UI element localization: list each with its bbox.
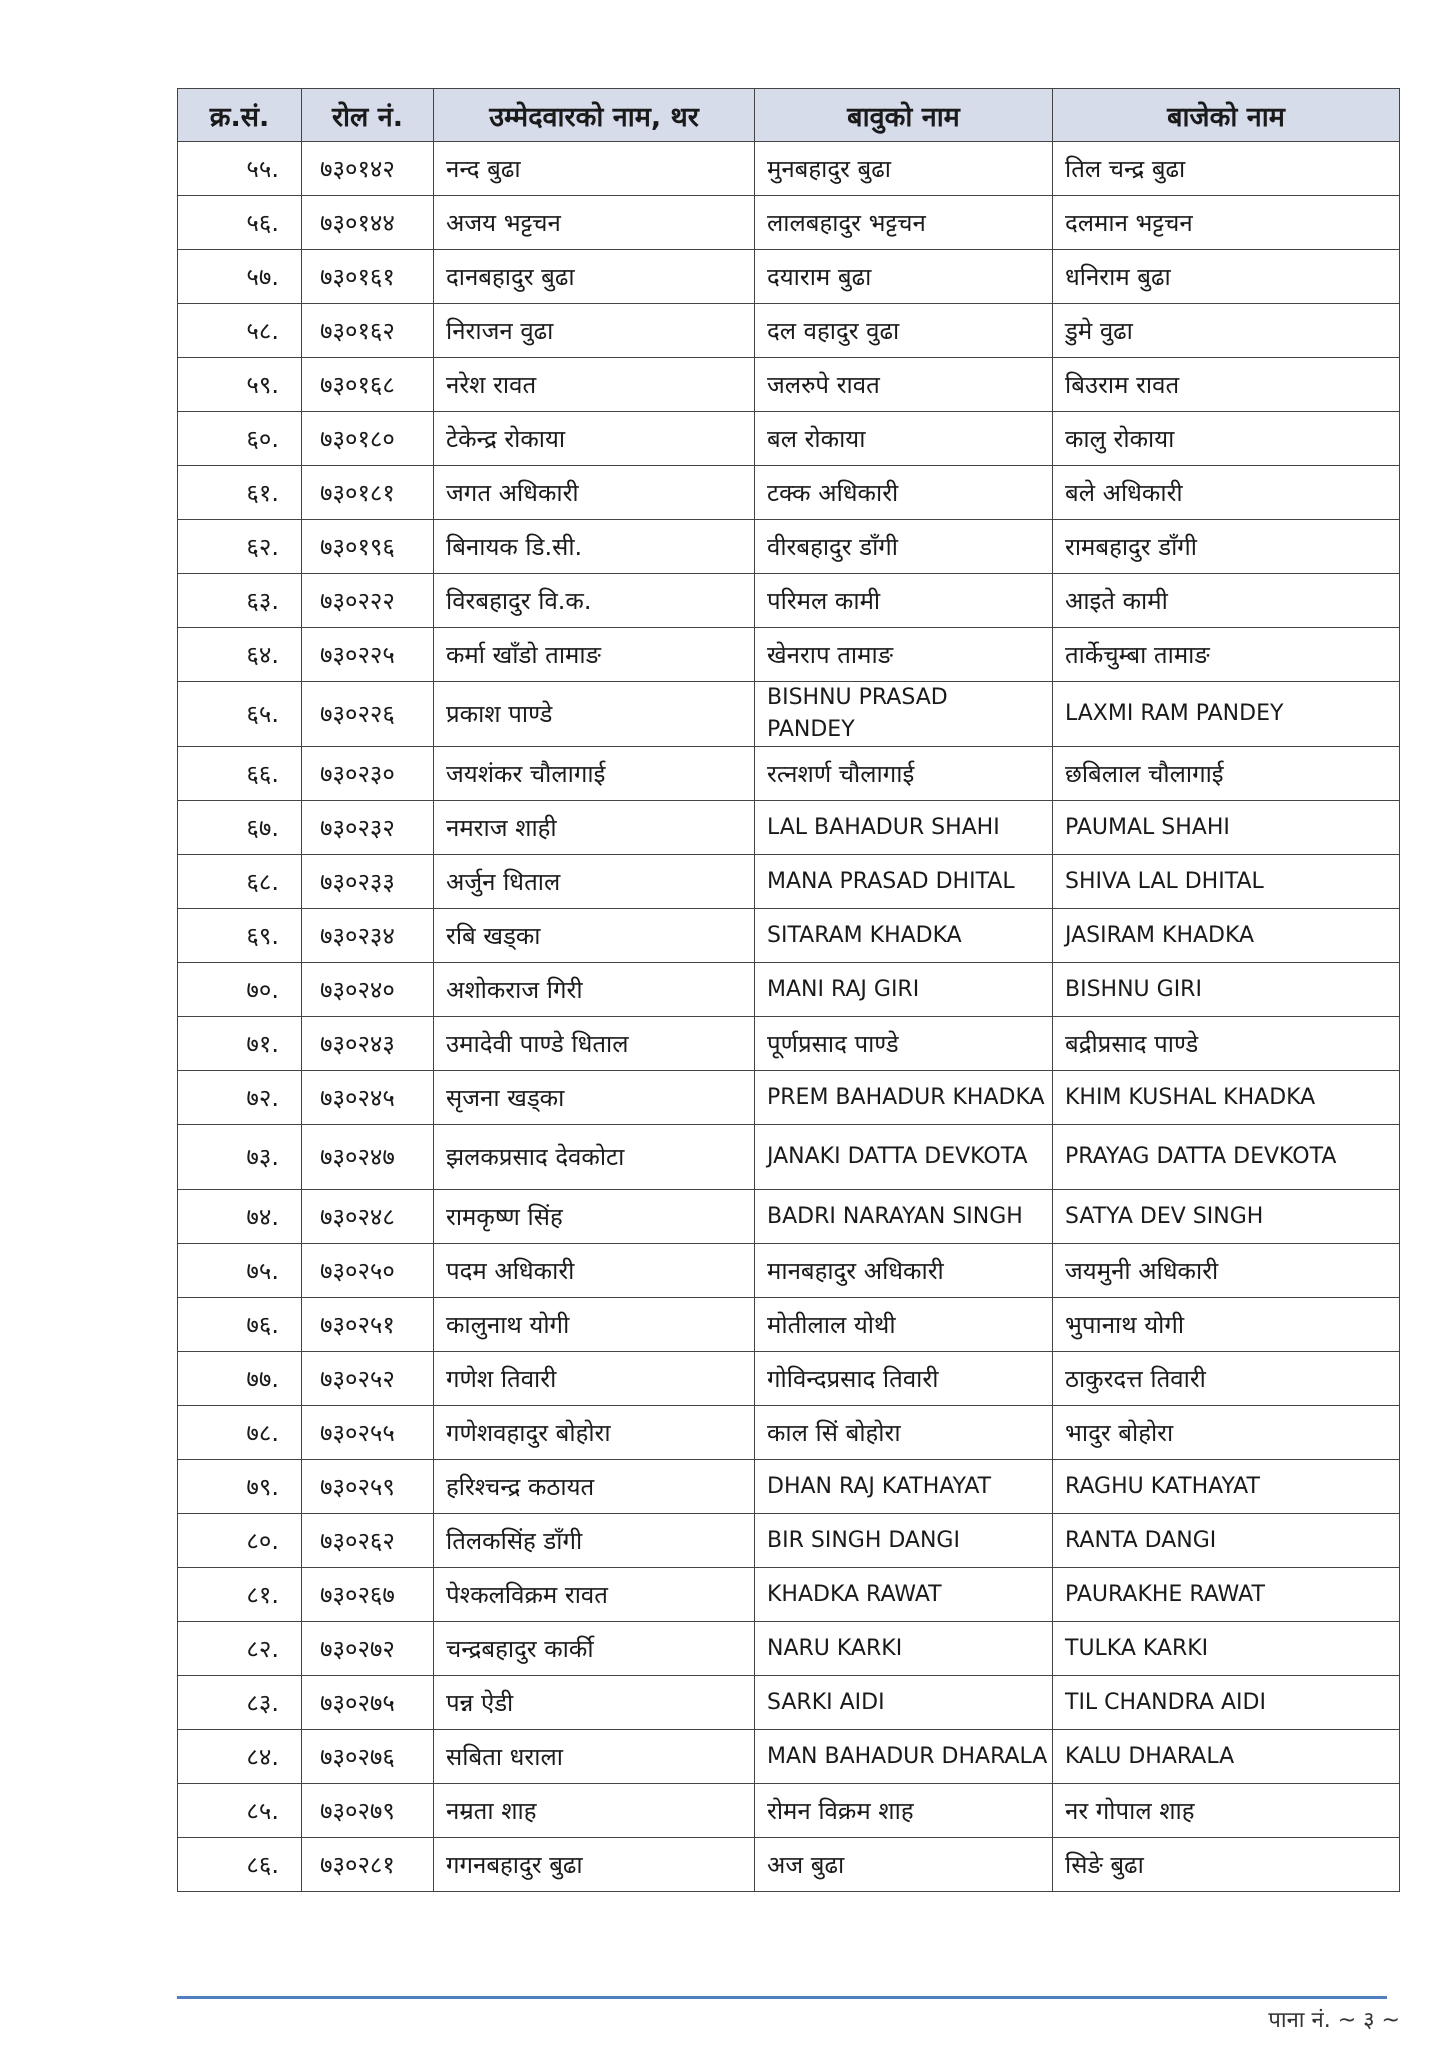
roll-number-cell: ७३०२२६ — [302, 682, 434, 747]
grandfather-name-cell: LAXMI RAM PANDEY — [1053, 682, 1400, 747]
grandfather-name-cell: जयमुनी अधिकारी — [1053, 1244, 1400, 1298]
grandfather-name-cell: ठाकुरदत्त तिवारी — [1053, 1352, 1400, 1406]
table-row — [178, 1125, 1400, 1190]
father-name-cell: LAL BAHADUR SHAHI — [755, 801, 1053, 855]
candidate-name-cell: नरेश रावत — [434, 358, 755, 412]
candidate-name-cell: दानबहादुर बुढा — [434, 250, 755, 304]
table-row — [178, 520, 1400, 574]
serial-number-cell: ८०. — [178, 1514, 302, 1568]
grandfather-name-cell: कालु रोकाया — [1053, 412, 1400, 466]
father-name-cell: दयाराम बुढा — [755, 250, 1053, 304]
candidate-name-cell: रबि खड्का — [434, 909, 755, 963]
father-name-cell: गोविन्दप्रसाद तिवारी — [755, 1352, 1053, 1406]
father-name-cell: रोमन विक्रम शाह — [755, 1784, 1053, 1838]
candidate-name-cell: गणेशवहादुर बोहोरा — [434, 1406, 755, 1460]
table-row — [178, 574, 1400, 628]
roll-number-cell: ७३०२७६ — [302, 1730, 434, 1784]
father-name-cell: रत्नशर्ण चौलागाई — [755, 747, 1053, 801]
father-name-cell: NARU KARKI — [755, 1622, 1053, 1676]
candidate-name-cell: बिनायक डि.सी. — [434, 520, 755, 574]
roll-number-cell: ७३०१४२ — [302, 142, 434, 196]
table-row — [178, 1784, 1400, 1838]
table-row — [178, 142, 1400, 196]
header-father-name: बावुको नाम — [755, 89, 1053, 142]
table-row — [178, 1352, 1400, 1406]
table-row — [178, 412, 1400, 466]
roll-number-cell: ७३०२७५ — [302, 1676, 434, 1730]
candidate-name-cell: पन्न ऐडी — [434, 1676, 755, 1730]
page-number: पाना नं. ~ ३ ~ — [1268, 2008, 1400, 2033]
serial-number-cell: ८१. — [178, 1568, 302, 1622]
roll-number-cell: ७३०२७२ — [302, 1622, 434, 1676]
serial-number-cell: ७४. — [178, 1190, 302, 1244]
header-roll-number: रोल नं. — [302, 89, 434, 142]
father-name-cell: काल सिं बोहोरा — [755, 1406, 1053, 1460]
roll-number-cell: ७३०२५२ — [302, 1352, 434, 1406]
serial-number-cell: ७६. — [178, 1298, 302, 1352]
father-name-cell: MAN BAHADUR DHARALA — [755, 1730, 1053, 1784]
table-row — [178, 466, 1400, 520]
serial-number-cell: ६१. — [178, 466, 302, 520]
candidate-name-cell: पदम अधिकारी — [434, 1244, 755, 1298]
grandfather-name-cell: RANTA DANGI — [1053, 1514, 1400, 1568]
table-header-row — [178, 89, 1400, 142]
serial-number-cell: ५९. — [178, 358, 302, 412]
roll-number-cell: ७३०२२५ — [302, 628, 434, 682]
serial-number-cell: ७९. — [178, 1460, 302, 1514]
table-row — [178, 1838, 1400, 1892]
serial-number-cell: ६८. — [178, 855, 302, 909]
candidate-name-cell: जयशंकर चौलागाई — [434, 747, 755, 801]
candidate-name-cell: अर्जुन धिताल — [434, 855, 755, 909]
grandfather-name-cell: डुमे वुढा — [1053, 304, 1400, 358]
father-name-cell: MANA PRASAD DHITAL — [755, 855, 1053, 909]
table-row — [178, 1622, 1400, 1676]
candidate-list-table — [177, 88, 1400, 1892]
serial-number-cell: ६९. — [178, 909, 302, 963]
table-row — [178, 855, 1400, 909]
table-row — [178, 963, 1400, 1017]
roll-number-cell: ७३०२५० — [302, 1244, 434, 1298]
father-name-cell: टक्क अधिकारी — [755, 466, 1053, 520]
roll-number-cell: ७३०१९६ — [302, 520, 434, 574]
candidate-name-cell: निराजन वुढा — [434, 304, 755, 358]
father-name-cell: DHAN RAJ KATHAYAT — [755, 1460, 1053, 1514]
candidate-name-cell: हरिश्चन्द्र कठायत — [434, 1460, 755, 1514]
serial-number-cell: ७७. — [178, 1352, 302, 1406]
roll-number-cell: ७३०२६७ — [302, 1568, 434, 1622]
roll-number-cell: ७३०१६८ — [302, 358, 434, 412]
serial-number-cell: ८६. — [178, 1838, 302, 1892]
roll-number-cell: ७३०१८० — [302, 412, 434, 466]
roll-number-cell: ७३०२६२ — [302, 1514, 434, 1568]
candidate-name-cell: रामकृष्ण सिंह — [434, 1190, 755, 1244]
father-name-cell: मानबहादुर अधिकारी — [755, 1244, 1053, 1298]
father-name-cell: PREM BAHADUR KHADKA — [755, 1071, 1053, 1125]
table-row — [178, 196, 1400, 250]
candidate-name-cell: सृजना खड्का — [434, 1071, 755, 1125]
table-row — [178, 1017, 1400, 1071]
roll-number-cell: ७३०२४३ — [302, 1017, 434, 1071]
candidate-name-cell: पेश्कलविक्रम रावत — [434, 1568, 755, 1622]
grandfather-name-cell: TIL CHANDRA AIDI — [1053, 1676, 1400, 1730]
roll-number-cell: ७३०२२२ — [302, 574, 434, 628]
candidate-name-cell: झलकप्रसाद देवकोटा — [434, 1125, 755, 1190]
candidate-name-cell: गगनबहादुर बुढा — [434, 1838, 755, 1892]
serial-number-cell: ५८. — [178, 304, 302, 358]
father-name-cell: BIR SINGH DANGI — [755, 1514, 1053, 1568]
serial-number-cell: ६६. — [178, 747, 302, 801]
candidate-name-cell: अशोकराज गिरी — [434, 963, 755, 1017]
candidate-name-cell: जगत अधिकारी — [434, 466, 755, 520]
roll-number-cell: ७३०२५५ — [302, 1406, 434, 1460]
candidate-name-cell: गणेश तिवारी — [434, 1352, 755, 1406]
grandfather-name-cell: SHIVA LAL DHITAL — [1053, 855, 1400, 909]
father-name-cell: बल रोकाया — [755, 412, 1053, 466]
header-grandfather-name: बाजेको नाम — [1053, 89, 1400, 142]
father-name-cell: पूर्णप्रसाद पाण्डे — [755, 1017, 1053, 1071]
serial-number-cell: ५६. — [178, 196, 302, 250]
table-row — [178, 1568, 1400, 1622]
table-row — [178, 250, 1400, 304]
father-name-cell: दल वहादुर वुढा — [755, 304, 1053, 358]
serial-number-cell: ६५. — [178, 682, 302, 747]
candidate-name-cell: उमादेवी पाण्डे धिताल — [434, 1017, 755, 1071]
table-row — [178, 909, 1400, 963]
serial-number-cell: ७८. — [178, 1406, 302, 1460]
roll-number-cell: ७३०२४५ — [302, 1071, 434, 1125]
table-row — [178, 1730, 1400, 1784]
roll-number-cell: ७३०१४४ — [302, 196, 434, 250]
candidate-name-cell: तिलकसिंह डाँगी — [434, 1514, 755, 1568]
table-row — [178, 1071, 1400, 1125]
serial-number-cell: ७१. — [178, 1017, 302, 1071]
grandfather-name-cell: बले अधिकारी — [1053, 466, 1400, 520]
header-serial-number: क्र.सं. — [178, 89, 302, 142]
candidate-name-cell: कालुनाथ योगी — [434, 1298, 755, 1352]
father-name-cell: परिमल कामी — [755, 574, 1053, 628]
serial-number-cell: ६७. — [178, 801, 302, 855]
table-row — [178, 1406, 1400, 1460]
grandfather-name-cell: BISHNU GIRI — [1053, 963, 1400, 1017]
table-row — [178, 1514, 1400, 1568]
grandfather-name-cell: आइते कामी — [1053, 574, 1400, 628]
father-name-cell: मुनबहादुर बुढा — [755, 142, 1053, 196]
father-name-cell: SITARAM KHADKA — [755, 909, 1053, 963]
serial-number-cell: ५७. — [178, 250, 302, 304]
table-row — [178, 801, 1400, 855]
grandfather-name-cell: सिङे बुढा — [1053, 1838, 1400, 1892]
father-name-cell: लालबहादुर भट्टचन — [755, 196, 1053, 250]
roll-number-cell: ७३०२३३ — [302, 855, 434, 909]
candidate-name-cell: प्रकाश पाण्डे — [434, 682, 755, 747]
father-name-cell: KHADKA RAWAT — [755, 1568, 1053, 1622]
roll-number-cell: ७३०२४० — [302, 963, 434, 1017]
roll-number-cell: ७३०२५९ — [302, 1460, 434, 1514]
father-name-cell: SARKI AIDI — [755, 1676, 1053, 1730]
grandfather-name-cell: KALU DHARALA — [1053, 1730, 1400, 1784]
roll-number-cell: ७३०२३० — [302, 747, 434, 801]
table-row — [178, 358, 1400, 412]
roll-number-cell: ७३०२५१ — [302, 1298, 434, 1352]
table-row — [178, 1676, 1400, 1730]
serial-number-cell: ८५. — [178, 1784, 302, 1838]
grandfather-name-cell: KHIM KUSHAL KHADKA — [1053, 1071, 1400, 1125]
roll-number-cell: ७३०२४७ — [302, 1125, 434, 1190]
header-candidate-name: उम्मेदवारको नाम, थर — [434, 89, 755, 142]
serial-number-cell: ६३. — [178, 574, 302, 628]
father-name-cell: वीरबहादुर डाँगी — [755, 520, 1053, 574]
grandfather-name-cell: PRAYAG DATTA DEVKOTA — [1053, 1125, 1400, 1190]
roll-number-cell: ७३०२८१ — [302, 1838, 434, 1892]
table-row — [178, 304, 1400, 358]
grandfather-name-cell: दलमान भट्टचन — [1053, 196, 1400, 250]
candidate-name-cell: चन्द्रबहादुर कार्की — [434, 1622, 755, 1676]
candidate-name-cell: विरबहादुर वि.क. — [434, 574, 755, 628]
candidate-name-cell: टेकेन्द्र रोकाया — [434, 412, 755, 466]
father-name-cell: अज बुढा — [755, 1838, 1053, 1892]
table-row — [178, 682, 1400, 747]
table-row — [178, 747, 1400, 801]
serial-number-cell: ८३. — [178, 1676, 302, 1730]
serial-number-cell: ७५. — [178, 1244, 302, 1298]
serial-number-cell: ७०. — [178, 963, 302, 1017]
roll-number-cell: ७३०२७९ — [302, 1784, 434, 1838]
serial-number-cell: ६२. — [178, 520, 302, 574]
roll-number-cell: ७३०२३४ — [302, 909, 434, 963]
grandfather-name-cell: बद्रीप्रसाद पाण्डे — [1053, 1017, 1400, 1071]
candidate-name-cell: नमराज शाही — [434, 801, 755, 855]
serial-number-cell: ६०. — [178, 412, 302, 466]
candidate-name-cell: कर्मा खाँडो तामाङ — [434, 628, 755, 682]
serial-number-cell: ७२. — [178, 1071, 302, 1125]
father-name-cell: मोतीलाल योथी — [755, 1298, 1053, 1352]
grandfather-name-cell: JASIRAM KHADKA — [1053, 909, 1400, 963]
serial-number-cell: ७३. — [178, 1125, 302, 1190]
grandfather-name-cell: रामबहादुर डाँगी — [1053, 520, 1400, 574]
grandfather-name-cell: PAUMAL SHAHI — [1053, 801, 1400, 855]
grandfather-name-cell: भादुर बोहोरा — [1053, 1406, 1400, 1460]
table-row — [178, 1298, 1400, 1352]
grandfather-name-cell: TULKA KARKI — [1053, 1622, 1400, 1676]
candidate-name-cell: नन्द बुढा — [434, 142, 755, 196]
footer-divider — [177, 1996, 1387, 1999]
serial-number-cell: ८२. — [178, 1622, 302, 1676]
grandfather-name-cell: SATYA DEV SINGH — [1053, 1190, 1400, 1244]
serial-number-cell: ८४. — [178, 1730, 302, 1784]
grandfather-name-cell: PAURAKHE RAWAT — [1053, 1568, 1400, 1622]
serial-number-cell: ५५. — [178, 142, 302, 196]
father-name-cell: BADRI NARAYAN SINGH — [755, 1190, 1053, 1244]
father-name-cell: JANAKI DATTA DEVKOTA — [755, 1125, 1053, 1190]
grandfather-name-cell: RAGHU KATHAYAT — [1053, 1460, 1400, 1514]
candidate-name-cell: अजय भट्टचन — [434, 196, 755, 250]
roll-number-cell: ७३०१८१ — [302, 466, 434, 520]
father-name-cell: MANI RAJ GIRI — [755, 963, 1053, 1017]
table-row — [178, 1190, 1400, 1244]
serial-number-cell: ६४. — [178, 628, 302, 682]
candidate-name-cell: नम्रता शाह — [434, 1784, 755, 1838]
grandfather-name-cell: धनिराम बुढा — [1053, 250, 1400, 304]
table-row — [178, 1244, 1400, 1298]
roll-number-cell: ७३०२३२ — [302, 801, 434, 855]
grandfather-name-cell: भुपानाथ योगी — [1053, 1298, 1400, 1352]
grandfather-name-cell: नर गोपाल शाह — [1053, 1784, 1400, 1838]
father-name-cell: BISHNU PRASAD PANDEY — [755, 682, 1053, 747]
roll-number-cell: ७३०२४८ — [302, 1190, 434, 1244]
roll-number-cell: ७३०१६१ — [302, 250, 434, 304]
grandfather-name-cell: बिउराम रावत — [1053, 358, 1400, 412]
candidate-name-cell: सबिता धराला — [434, 1730, 755, 1784]
grandfather-name-cell: तार्केचुम्बा तामाङ — [1053, 628, 1400, 682]
grandfather-name-cell: छबिलाल चौलागाई — [1053, 747, 1400, 801]
table-row — [178, 628, 1400, 682]
roll-number-cell: ७३०१६२ — [302, 304, 434, 358]
father-name-cell: खेनराप तामाङ — [755, 628, 1053, 682]
table-row — [178, 1460, 1400, 1514]
grandfather-name-cell: तिल चन्द्र बुढा — [1053, 142, 1400, 196]
father-name-cell: जलरुपे रावत — [755, 358, 1053, 412]
